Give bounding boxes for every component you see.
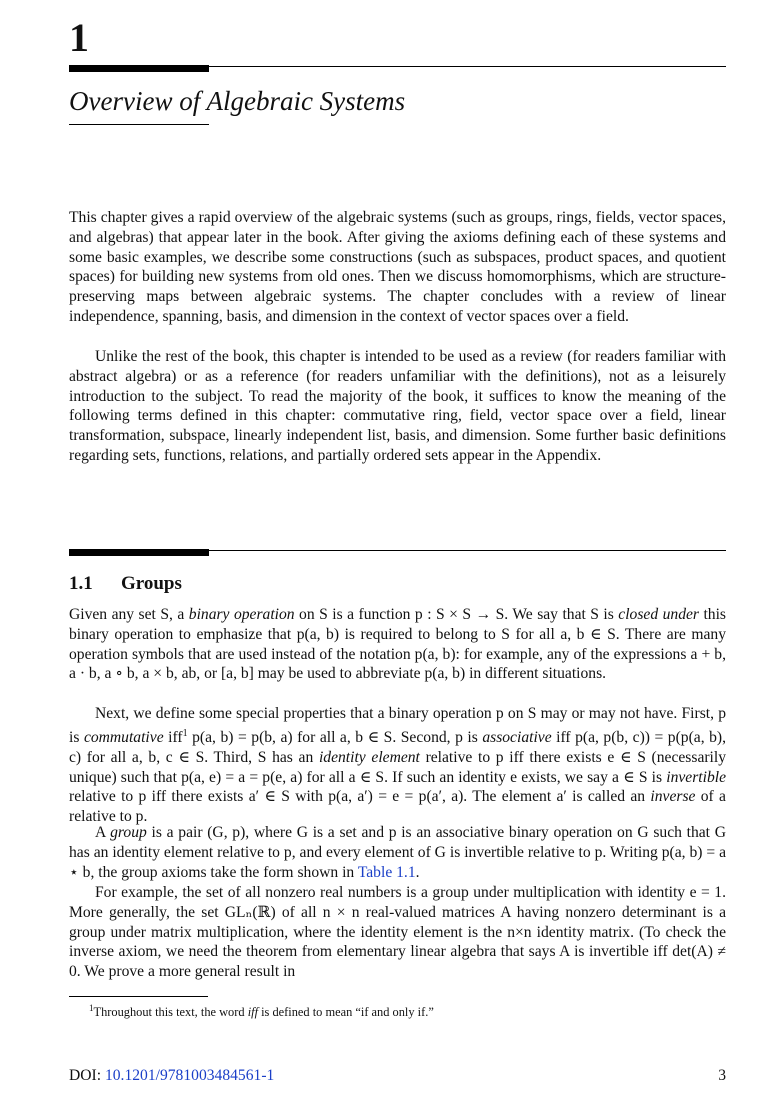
section-heading: [69, 572, 182, 596]
groups-paragraph-4: For example, the set of all nonzero real numbers is a group under multiplication with identity e = 1. More generally, the set GLₙ(ℝ) of all n × n real-valued matrices A having nonzero determinant is a group under matrix multiplication, where the identity element is the n×n identity matrix. (To check the inverse axiom, we need the theorem from elementary linear algebra that says A is invertible iff det(A) ≠ 0. We prove a more general result in: [69, 884, 726, 981]
term-associative: associative: [482, 728, 552, 746]
chapter-rule-thin: [69, 66, 726, 67]
groups-paragraph-1: Given any set S, a binary operation on S is a function p : S × S → S. We say that S is closed under this binary operation to emphasize that p(a, b) is required to belong to S for all a, b ∈ S. There are many operation symbols that are used instead of the notation p(a, b): for example, any of the expressions a + b, a · b, a ∘ b, a × b, ab, or [a, b] may be used to abbreviate p(a, b) in different situations.: [69, 606, 726, 683]
term-group: group: [110, 824, 147, 841]
section-title: Groups: [121, 573, 182, 594]
chapter-number: 1: [69, 15, 89, 60]
term-identity-element: identity element: [318, 748, 420, 766]
intro-paragraph-2: Unlike the rest of the book, this chapter is intended to be used as a review (for readers familiar with abstract algebra) or as a reference (for readers unfamiliar with the definitions), not as a leisurely introduction to the subject. To read the majority of the book, it suffices to know the meaning of the following terms defined in this chapter: commutative ring, field, vector space over a field, linear transformation, subspace, linearly independent list, basis, and dimension. Some further basic definitions regarding sets, functions, relations, and partially ordered sets appear in the Appendix.: [69, 348, 726, 464]
footnote: $^1$Throughout this text, the word iff is defined to mean “if and only if.”: [89, 1003, 434, 1020]
section-number: 1.1: [69, 573, 93, 594]
table-reference-link[interactable]: Table 1.1: [357, 863, 416, 881]
footnote-number: 1: [89, 1003, 94, 1013]
intro-paragraph-1: This chapter gives a rapid overview of the algebraic systems (such as groups, rings, fields, vector spaces, and algebras) that appear later in the book. After giving the axioms defining each of these systems and some basic examples, we describe some constructions (such as subspaces, product spaces, and quotient spaces) for building new systems from old ones. Then we discuss homomorphisms, which are structure-preserving maps between algebraic systems. The chapter concludes with a review of linear independence, spanning, basis, and dimension in the context of vector spaces over a field.: [69, 209, 726, 325]
term-closed-under: closed under: [618, 606, 699, 623]
footnote-rule: [69, 996, 208, 997]
footnote-marker: 1: [182, 727, 188, 739]
term-invertible: invertible: [666, 768, 726, 786]
groups-paragraph-3: A group is a pair (G, p), where G is a set and p is an associative binary operation on G such that G has an identity element relative to p, and every element of G is invertible relative to p. Writing p(a, b) = a ⋆ b, the group axioms take the form shown in Table 1.1.: [69, 824, 726, 881]
chapter-title: Overview of Algebraic Systems: [69, 86, 406, 116]
doi-link[interactable]: 10.1201/9781003484561-1: [104, 1067, 275, 1084]
section-rule-thin: [69, 550, 726, 551]
chapter-title-underline: [69, 124, 209, 125]
groups-paragraph-2: Next, we define some special properties that a binary operation p on S may or may not have. First, p is commutative iff$^1$ p(a, b) = p(b, a) for all a, b ∈ S. Second, p is associative iff p(a, p(b, c)) = p(p(a, b), c) for all a, b, c ∈ S. Third, S has an identity element relative to p iff there exists e ∈ S (necessarily unique) such that p(a, e) = a = p(e, a) for all a ∈ S. If such an identity e exists, we say a ∈ S is invertible relative to p iff there exists a′ ∈ S with p(a, a′) = e = p(a′, a). The element a′ is called an inverse of a relative to p.: [69, 705, 727, 826]
doi-line: DOI: 10.1201/9781003484561-1: [69, 1067, 275, 1084]
term-binary-operation: binary operation: [188, 606, 295, 623]
page-number: 3: [718, 1067, 726, 1084]
term-inverse: inverse: [650, 788, 696, 806]
term-commutative: commutative: [83, 728, 164, 746]
